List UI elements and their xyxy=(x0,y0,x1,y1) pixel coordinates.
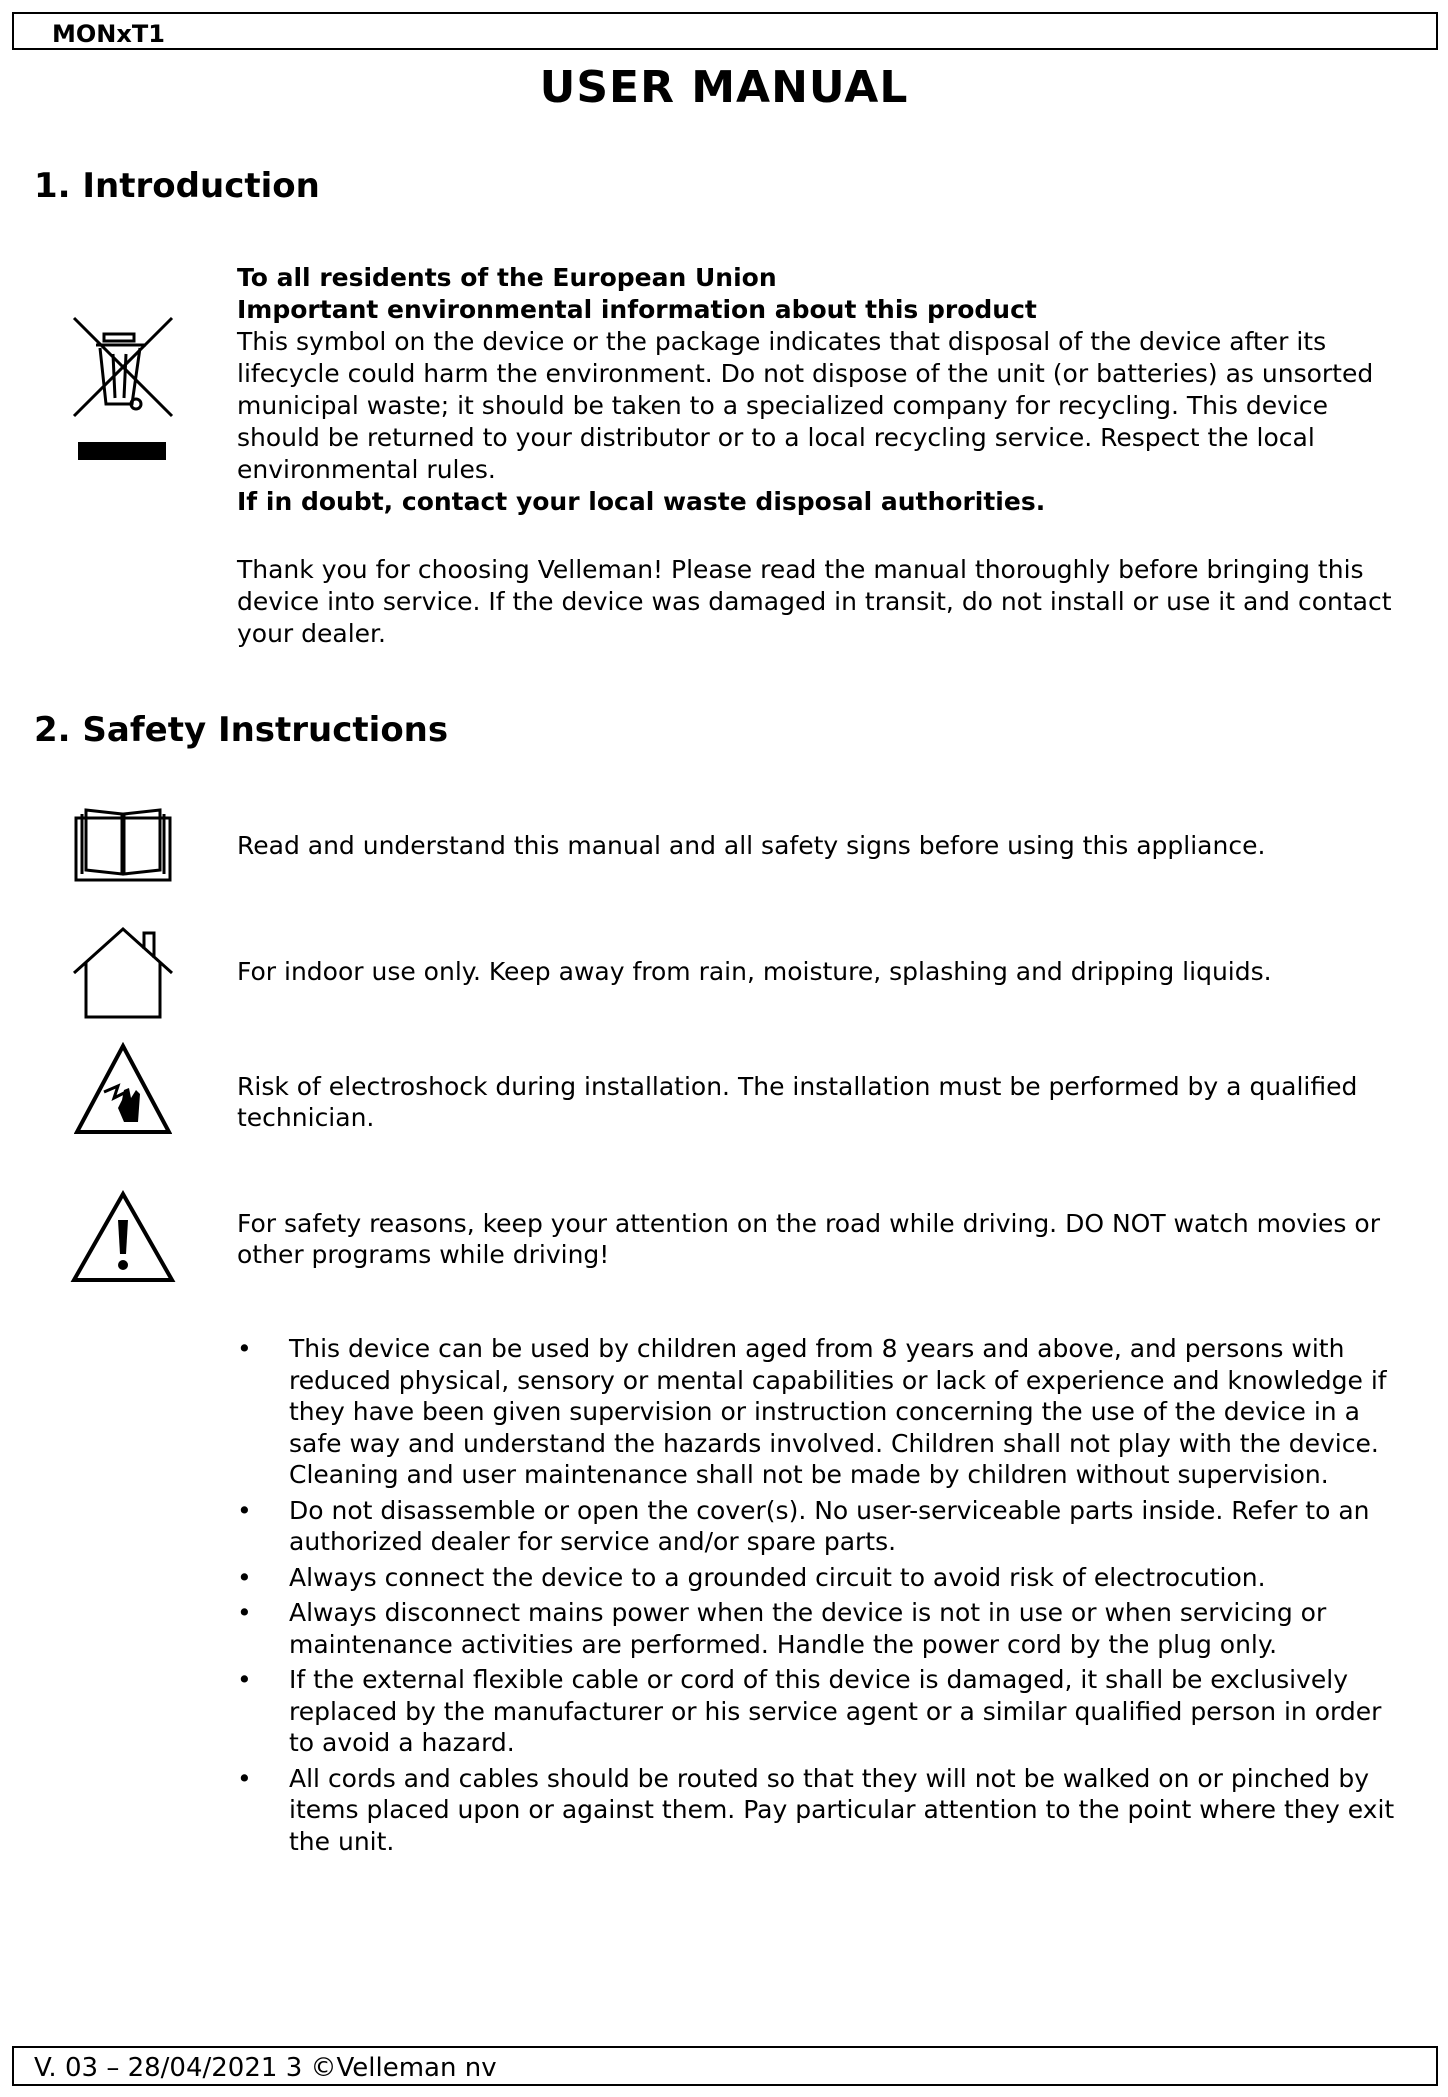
header-box xyxy=(12,12,1438,50)
house-icon xyxy=(70,925,176,1021)
warning-icon xyxy=(70,1190,176,1284)
page-title: USER MANUAL xyxy=(539,62,909,113)
thanks-note: Thank you for choosing Velleman! Please read the manual thoroughly before bringing this device into service. If the device was damaged in transit, do not install or use it and contact your dealer. xyxy=(237,555,1392,648)
list-item: • Do not disassemble or open the cover(s). No user-serviceable parts inside. Refer to an authorized dealer for service and/or spare parts. xyxy=(237,1495,1407,1558)
safety-electroshock: Risk of electroshock during installation. The installation must be performed by a qualified technician. xyxy=(237,1072,1358,1132)
list-item: • Always connect the device to a grounded circuit to avoid risk of electrocution. xyxy=(237,1562,1407,1594)
doubt-note: If in doubt, contact your local waste disposal authorities. xyxy=(237,487,1046,516)
footer-text: V. 03 – 28/04/2021 3 ©Velleman nv xyxy=(34,2053,497,2083)
model-label: MONxT1 xyxy=(52,20,165,48)
env-heading: Important environmental information about this product xyxy=(237,295,1037,324)
footer-box xyxy=(12,2046,1438,2086)
weee-bin-icon xyxy=(68,312,178,472)
list-item: • All cords and cables should be routed so that they will not be walked on or pinched by items placed upon or against them. Pay particular attention to the point where they exit the unit. xyxy=(237,1763,1407,1858)
list-item: • If the external flexible cable or cord of this device is damaged, it shall be exclusively replaced by the manufacturer or his service agent or a similar qualified person in order to avoid a hazard. xyxy=(237,1664,1407,1759)
eu-heading: To all residents of the European Union xyxy=(237,263,777,292)
section-title-introduction: 1. Introduction xyxy=(34,166,320,206)
safety-driving: For safety reasons, keep your attention on the road while driving. DO NOT watch movies or other programs while driving! xyxy=(237,1209,1380,1269)
safety-bullet-list xyxy=(237,1333,1407,1861)
list-item: • Always disconnect mains power when the device is not in use or when servicing or maintenance activities are performed. Handle the power cord by the plug only. xyxy=(237,1597,1407,1660)
env-body: This symbol on the device or the package indicates that disposal of the device after its lifecycle could harm the environment. Do not dispose of the unit (or batteries) as unsorted municipal waste; it should be taken to a specialized company for recycling. This device should be returned to your distributor or to a local recycling service. Respect the local environmental rules. xyxy=(237,327,1374,484)
safety-indoor: For indoor use only. Keep away from rain, moisture, splashing and dripping liquids. xyxy=(237,957,1272,986)
safety-read-manual: Read and understand this manual and all safety signs before using this appliance. xyxy=(237,831,1266,860)
intro-block xyxy=(237,262,1397,650)
book-icon xyxy=(72,800,174,884)
list-item: • This device can be used by children aged from 8 years and above, and persons with reduced physical, sensory or mental capabilities or lack of experience and knowledge if they have been given supervision or instruction concerning the use of the device in a safe way and understand the hazards involved. Children shall not play with the device. Cleaning and user maintenance shall not be made by children without supervision. xyxy=(237,1333,1407,1491)
electroshock-warning-icon xyxy=(74,1042,172,1138)
section-title-safety: 2. Safety Instructions xyxy=(34,710,449,750)
